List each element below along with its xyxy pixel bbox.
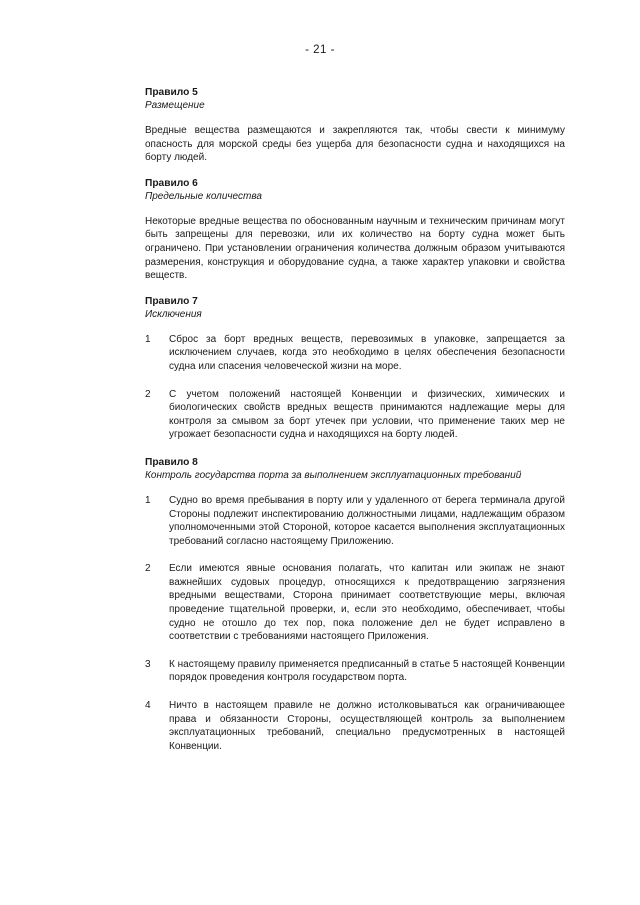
item-number: 2	[145, 388, 151, 400]
page-content	[145, 86, 565, 767]
numbered-item	[145, 658, 565, 685]
numbered-item	[145, 494, 565, 548]
item-text: Ничто в настоящем правиле не должно истолковываться как ограничивающее права и обязанности Стороны, осуществляющей контроль за выполнением эксплуатационных требований, специально предусмотренных в настоящей Конвенции.	[169, 700, 565, 752]
rule-7	[145, 295, 565, 442]
rule-heading: Правило 7	[145, 295, 198, 307]
item-text: Судно во время пребывания в порту или у удаленного от берега терминала другой Стороны подлежит инспектированию должностными лицами, надлежащим образом уполномоченными этой Стороной, которое касается выполнения эксплуатационных требований согласно настоящему Приложению.	[169, 494, 565, 547]
numbered-item	[145, 699, 565, 753]
item-number: 2	[145, 563, 151, 575]
rule-6	[145, 177, 565, 283]
item-text: Если имеются явные основания полагать, что капитан или экипаж не знают важнейших судовых процедур, относящихся к предотвращению загрязнения вредными веществами, Сторона принимает соответствующие меры, включая проведение тщательной проверки, и, если это необходимо, обеспечивает, чтобы судно не отошло до тех пор, пока положение дел не будет исправлено в соответствии с требованиями настоящего Приложения.	[169, 563, 565, 643]
item-number: 3	[145, 658, 151, 670]
numbered-item	[145, 333, 565, 374]
item-number: 1	[145, 333, 151, 345]
rule-paragraph: Некоторые вредные вещества по обоснованным научным и техническим причинам могут быть запрещены для перевозки, или их количество на борту судна может быть ограничено. При установлении ограничения количества должным образом учитываются размерения, конструкция и оборудование судна, а также характер упаковки и свойства веществ.	[145, 215, 565, 282]
rule-8	[145, 456, 565, 754]
rule-heading: Правило 5	[145, 87, 198, 98]
item-text: С учетом положений настоящей Конвенции и физических, химических и биологических свойств вредных веществ принимаются надлежащие меры для контроля за смывом за борт утечек при условии, что применение таких мер не угрожает безопасности судна и находящихся на борту людей.	[169, 388, 565, 441]
rule-paragraph: Вредные вещества размещаются и закрепляются так, чтобы свести к минимуму опасность для морской среды без ущерба для безопасности судна и находящихся на борту людей.	[145, 125, 565, 164]
rule-subtitle: Предельные количества	[145, 190, 262, 202]
rule-5	[145, 86, 565, 165]
numbered-item	[145, 562, 565, 644]
rule-subtitle: Контроль государства порта за выполнением эксплуатационных требований	[145, 469, 522, 481]
numbered-item	[145, 388, 565, 442]
item-text: К настоящему правилу применяется предписанный в статье 5 настоящей Конвенции порядок проведения контроля государством порта.	[169, 658, 565, 684]
rule-subtitle: Исключения	[145, 308, 202, 320]
rule-subtitle: Размещение	[145, 100, 205, 111]
page-number: - 21 -	[305, 44, 335, 56]
rule-heading: Правило 6	[145, 177, 198, 189]
item-text: Сброс за борт вредных веществ, перевозимых в упаковке, запрещается за исключением случаев, когда это необходимо в целях обеспечения безопасности судна или спасения человеческой жизни на море.	[169, 333, 565, 372]
item-number: 1	[145, 494, 151, 506]
item-number: 4	[145, 700, 151, 712]
rule-heading: Правило 8	[145, 456, 198, 468]
